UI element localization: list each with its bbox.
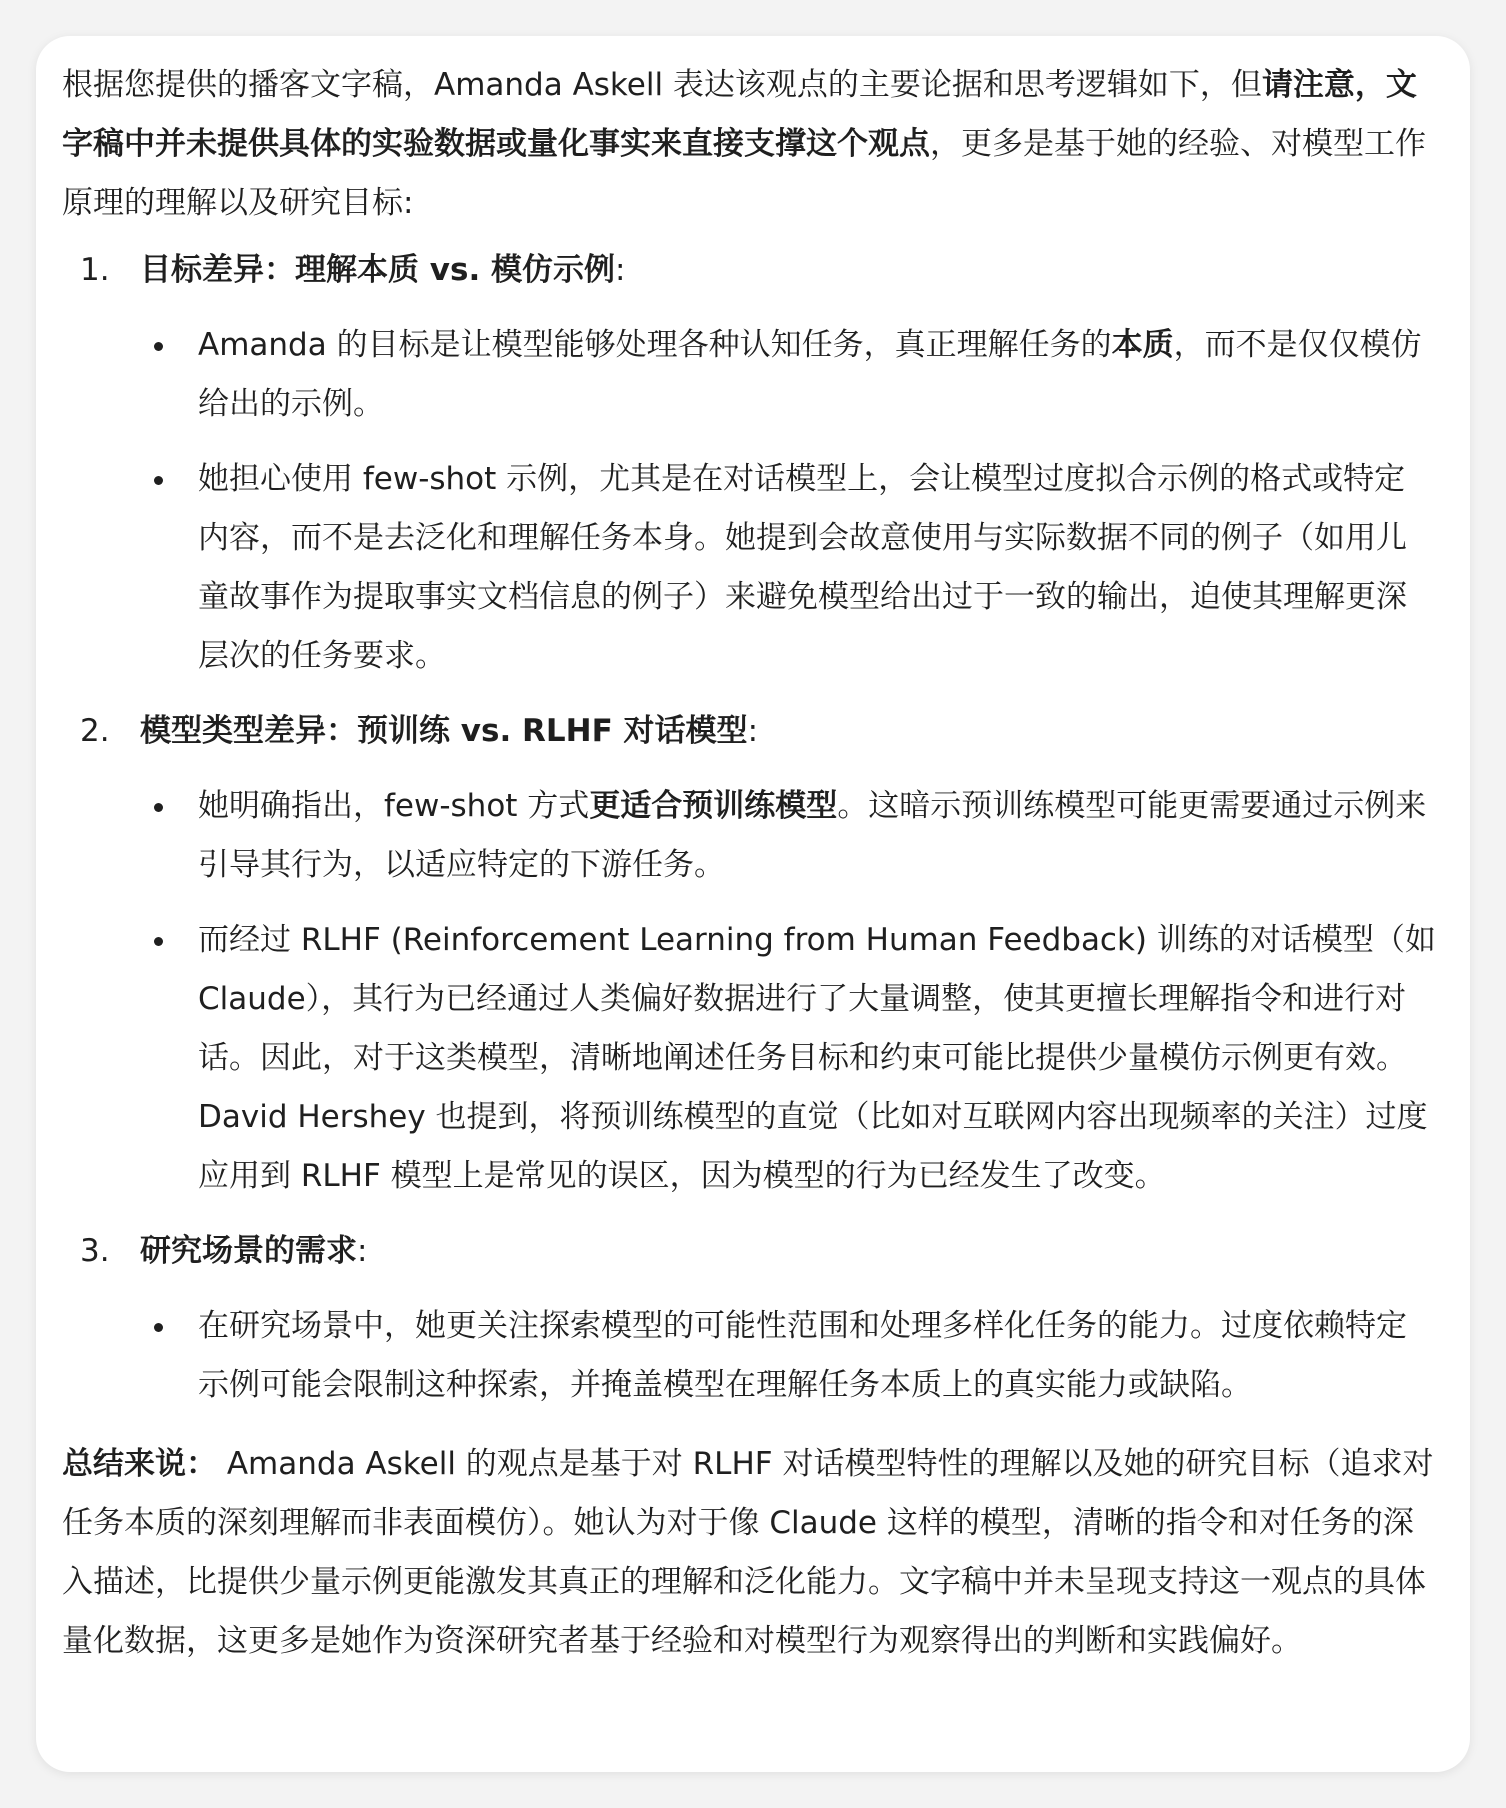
section-1 [62, 241, 1436, 686]
bullet-dot-icon [154, 803, 163, 812]
section-heading [62, 241, 1436, 300]
section-3 [62, 1222, 1436, 1415]
bullet-item [62, 1297, 1436, 1415]
bullet-list [62, 777, 1436, 1206]
section-heading [62, 702, 1436, 761]
section-number: 1. [80, 252, 110, 288]
summary-text: Amanda Askell 的观点是基于对 RLHF 对话模型特性的理解以及她的研究目标（追求对任务本质的深刻理解而非表面模仿）。她认为对于像 Claude 这样的模型，清晰的指令和对任务的深入描述，比提供少量示例更能激发其真正的理解和泛化能力。文字稿中并未呈现支持这一观点的具体量化数据，这更多是她作为资深研究者基于经验和对模型行为观察得出的判断和实践偏好。 [62, 1446, 1434, 1659]
section-colon: : [615, 252, 626, 288]
bullet-item [62, 911, 1436, 1206]
intro-text-start: 根据您提供的播客文字稿，Amanda Askell 表达该观点的主要论据和思考逻辑如下，但 [62, 67, 1262, 103]
summary-label: 总结来说： [62, 1446, 217, 1482]
section-2 [62, 702, 1436, 1206]
section-title: 模型类型差异：预训练 vs. RLHF 对话模型 [140, 713, 748, 749]
bullet-list [62, 1297, 1436, 1415]
bullet-text: 她明确指出，few-shot 方式 [198, 788, 590, 824]
bullet-text-end: ，而不是仅仅模仿给出的示例。 [198, 327, 1422, 422]
section-number: 2. [80, 713, 110, 749]
bullet-dot-icon [154, 937, 163, 946]
bullet-text: 在研究场景中，她更关注探索模型的可能性范围和处理多样化任务的能力。过度依赖特定示例可能会限制这种探索，并掩盖模型在理解任务本质上的真实能力或缺陷。 [198, 1308, 1407, 1403]
sections-list [62, 241, 1436, 1415]
response-card [36, 36, 1470, 1772]
intro-text-end: ，更多是基于她的经验、对模型工作原理的理解以及研究目标: [62, 126, 1426, 221]
bullet-dot-icon [154, 476, 163, 485]
intro-bold-note: 请注意，文字稿中并未提供具体的实验数据或量化事实来直接支撑这个观点 [62, 67, 1417, 162]
bullet-text: Amanda 的目标是让模型能够处理各种认知任务，真正理解任务的 [198, 327, 1112, 363]
bullet-dot-icon [154, 1323, 163, 1332]
section-colon: : [747, 713, 759, 749]
bullet-dot-icon [154, 342, 163, 351]
bullet-bold-text: 更适合预训练模型 [589, 788, 838, 824]
bullet-item [62, 316, 1436, 434]
bullet-text: 她担心使用 few-shot 示例，尤其是在对话模型上，会让模型过度拟合示例的格式或特定内容，而不是去泛化和理解任务本身。她提到会故意使用与实际数据不同的例子（如用儿童故事作为提取事实文档信息的例子）来避免模型给出过于一致的输出，迫使其理解更深层次的任务要求。 [198, 461, 1407, 674]
intro-paragraph [62, 56, 1436, 233]
section-colon: : [357, 1233, 368, 1269]
summary-paragraph [62, 1435, 1436, 1671]
bullet-item [62, 450, 1436, 686]
bullet-bold-text: 本质 [1111, 327, 1174, 363]
section-title: 目标差异：理解本质 vs. 模仿示例 [140, 252, 616, 288]
bullet-text-end: 。这暗示预训练模型可能更需要通过示例来引导其行为，以适应特定的下游任务。 [198, 788, 1427, 883]
bullet-list [62, 316, 1436, 686]
section-number: 3. [80, 1233, 110, 1269]
bullet-item [62, 777, 1436, 895]
bullet-text: 而经过 RLHF (Reinforcement Learning from Human Feedback) 训练的对话模型（如 Claude），其行为已经通过人类偏好数据进行了大量调整，使其更擅长理解指令和进行对话。因此，对于这类模型，清晰地阐述任务目标和约束可能比提供少量模仿示例更有效。David Hershey 也提到，将预训练模型的直觉（比如对互联网内容出现频率的关注）过度应用到 RLHF 模型上是常见的误区，因为模型的行为已经发生了改变。 [198, 922, 1436, 1194]
section-heading [62, 1222, 1436, 1281]
section-title: 研究场景的需求 [140, 1233, 357, 1269]
